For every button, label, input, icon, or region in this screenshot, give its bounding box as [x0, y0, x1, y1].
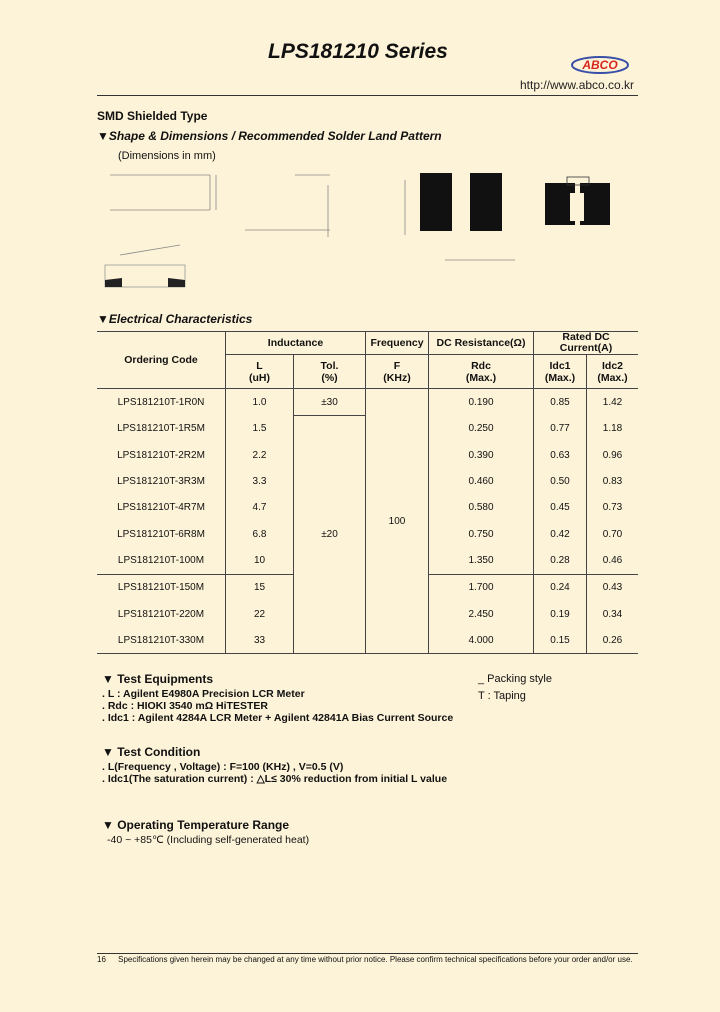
cell-inductance: 15 — [226, 574, 294, 601]
header-tol: Tol. (%) — [294, 355, 366, 389]
header-frequency: Frequency — [366, 332, 429, 355]
header-f: F (KHz) — [366, 355, 429, 389]
cell-ordering-code: LPS181210T-2R2M — [117, 449, 205, 461]
header-dc-resistance: DC Resistance(Ω) — [429, 332, 534, 355]
cell-idc2: 0.83 — [587, 468, 639, 494]
cell-ordering-code: LPS181210T-330M — [97, 627, 226, 654]
test-equipment-line: . L : Agilent E4980A Precision LCR Meter — [102, 688, 305, 700]
footer-note: Specifications given herein may be changed at any time without prior notice. Please confirm technical specifications before your order and/or use. — [118, 955, 633, 964]
cell-idc2: 0.26 — [587, 627, 639, 654]
temperature-heading: ▼ Operating Temperature Range — [102, 818, 290, 832]
cell-rdc: 1.350 — [429, 547, 534, 574]
cell-idc2: 1.18 — [587, 416, 639, 442]
abco-logo — [570, 52, 630, 76]
footer — [97, 955, 638, 964]
test-equipments-heading: ▼ Test Equipments — [102, 672, 213, 686]
table-row — [97, 389, 638, 416]
cell-tolerance: ±30 — [294, 389, 366, 416]
test-equipment-line: . Rdc : HIOKI 3540 mΩ HiTESTER — [102, 700, 268, 712]
cell-idc1: 0.28 — [534, 547, 587, 574]
cell-inductance: 3.3 — [226, 468, 294, 494]
page-number: 16 — [97, 955, 106, 964]
cell-idc2: 0.96 — [587, 442, 639, 468]
cell-idc1: 0.19 — [534, 601, 587, 627]
cell-rdc: 2.450 — [429, 601, 534, 627]
cell-inductance: 1.0 — [226, 389, 294, 416]
cell-rdc: 0.250 — [429, 416, 534, 442]
electrical-characteristics-table — [97, 331, 638, 654]
cell-frequency: 100 — [366, 389, 429, 654]
cell-inductance: 33 — [226, 627, 294, 654]
dimension-drawings — [100, 165, 640, 305]
cell-ordering-code: LPS181210T-100M — [97, 547, 226, 574]
cell-inductance: 10 — [226, 547, 294, 574]
logo-text: ABCO — [582, 58, 618, 72]
cell-tolerance: ±20 — [294, 416, 366, 654]
cell-rdc: 0.390 — [429, 442, 534, 468]
dimension-note: (Dimensions in mm) — [118, 150, 216, 162]
cell-inductance: 22 — [226, 601, 294, 627]
test-condition-line: . Idc1(The saturation current) : △L≤ 30% reduction from initial L value — [102, 773, 448, 785]
cell-ordering-code: LPS181210T-150M — [117, 582, 205, 594]
cell-idc2: 0.34 — [587, 601, 639, 627]
header-ordering-code: Ordering Code — [97, 332, 226, 389]
cell-rdc: 0.580 — [429, 495, 534, 521]
cell-rdc: 0.750 — [429, 521, 534, 547]
temperature-line: -40 ~ +85℃ (Including self-generated heat) — [107, 834, 310, 846]
packing-taping: T : Taping — [478, 690, 526, 702]
cell-idc2: 0.46 — [587, 547, 639, 574]
header-idc1: Idc1 (Max.) — [534, 355, 587, 389]
cell-rdc: 1.700 — [429, 574, 534, 601]
packing-style-label: _ Packing style — [478, 673, 552, 685]
cell-inductance: 6.8 — [226, 521, 294, 547]
cell-rdc: 4.000 — [429, 627, 534, 654]
product-type: SMD Shielded Type — [97, 109, 208, 123]
header-idc2: Idc2 (Max.) — [587, 355, 639, 389]
test-condition-heading: ▼ Test Condition — [102, 745, 201, 759]
header-divider — [97, 95, 638, 96]
cell-rdc: 0.460 — [429, 468, 534, 494]
header-rdc: Rdc (Max.) — [429, 355, 534, 389]
electrical-heading: ▼Electrical Characteristics — [97, 312, 253, 326]
cell-idc1: 0.24 — [534, 574, 587, 601]
cell-rdc: 0.190 — [429, 389, 534, 416]
cell-inductance: 2.2 — [226, 442, 294, 468]
cell-ordering-code: LPS181210T-6R8M — [117, 528, 205, 540]
cell-inductance: 1.5 — [226, 416, 294, 442]
cell-ordering-code: LPS181210T-3R3M — [117, 476, 205, 488]
cell-inductance: 4.7 — [226, 495, 294, 521]
test-equipment-line: . Idc1 : Agilent 4284A LCR Meter + Agilent 42841A Bias Current Source — [102, 712, 454, 724]
cell-ordering-code: LPS181210T-220M — [117, 608, 205, 620]
cell-ordering-code: LPS181210T-1R0N — [117, 396, 205, 408]
cell-idc1: 0.50 — [534, 468, 587, 494]
company-url[interactable]: http://www.abco.co.kr — [520, 78, 635, 92]
cell-ordering-code: LPS181210T-4R7M — [117, 502, 205, 514]
cell-idc1: 0.85 — [534, 389, 587, 416]
test-condition-line: . L(Frequency , Voltage) : F=100 (KHz) , V=0.5 (V) — [102, 761, 344, 773]
header-inductance: Inductance — [226, 332, 366, 355]
cell-idc2: 0.70 — [587, 521, 639, 547]
cell-idc1: 0.45 — [534, 495, 587, 521]
cell-idc2: 0.73 — [587, 495, 639, 521]
header-l: L (uH) — [226, 355, 294, 389]
cell-idc1: 0.42 — [534, 521, 587, 547]
cell-idc2: 1.42 — [587, 389, 639, 416]
cell-idc2: 0.43 — [587, 574, 639, 601]
cell-idc1: 0.15 — [534, 627, 587, 654]
shape-heading: ▼Shape & Dimensions / Recommended Solder Land Pattern — [97, 129, 442, 143]
cell-idc1: 0.63 — [534, 442, 587, 468]
cell-ordering-code: LPS181210T-1R5M — [117, 423, 205, 435]
footer-divider — [97, 953, 638, 954]
header-rated-dc-current: Rated DC Current(A) — [534, 332, 639, 355]
cell-idc1: 0.77 — [534, 416, 587, 442]
page-title: LPS181210 Series — [268, 40, 448, 63]
